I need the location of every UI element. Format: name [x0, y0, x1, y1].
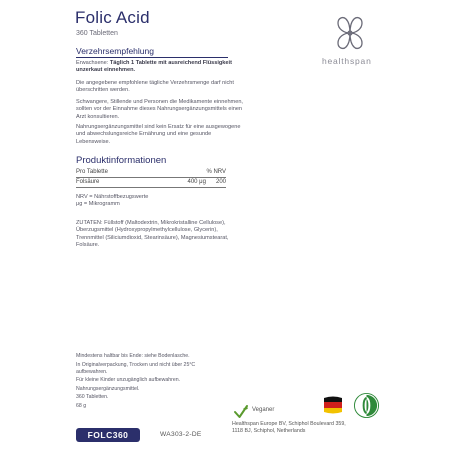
reference-code: WA303-2-DE: [160, 431, 202, 438]
table-header-per-tablet: Pro Tablette: [76, 169, 108, 175]
child-warning: Für kleine Kinder unzugänglich aufbewahren.: [76, 377, 181, 383]
product-info-heading: Produktinformationen: [76, 155, 167, 166]
net-weight: 68 g: [76, 402, 87, 409]
nutrition-table: [76, 168, 226, 209]
vegan-check-icon: [232, 403, 250, 421]
green-dot-recycling-icon: [353, 392, 380, 419]
product-code-badge: FOLC360: [76, 428, 140, 442]
address-line-2: 1118 BJ, Schiphol, Netherlands: [232, 428, 306, 435]
table-header-row: [76, 168, 226, 177]
ingredients-text: ZUTATEN: Füllstoff (Maltodextrin, Mikrokristalline Cellulose), Überzugsmittel (Hydroxypropylmethylcellulose, Glycerin), Trennmittel (Siliciumdioxid, Stearinsäure), Magnesiumstearat, Folsäure.: [76, 220, 229, 249]
best-before-text: Mindestens haltbar bis Ende: siehe Bodenlasche.: [76, 353, 190, 359]
dosage-divider: [76, 57, 228, 58]
dosage-heading: Verzehrsempfehlung: [76, 46, 154, 56]
company-address: [232, 421, 392, 435]
microgram-note: μg = Mikrogramm: [76, 201, 120, 208]
dosage-paragraph-warning: Schwangere, Stillende und Personen die Medikamente einnehmen, sollten vor der Einnahme dieses Nahrungsergänzungsmittels einen Arzt konsultieren.: [76, 99, 243, 120]
table-cell-nutrient: Folsäure: [76, 179, 100, 185]
vegan-label: Veganer: [252, 407, 275, 413]
table-header-nrv: % NRV: [206, 169, 226, 175]
dosage-paragraph-note: Nahrungsergänzungsmittel sind kein Ersatz für eine ausgewogene und abwechslungsreiche Ernährung und eine gesunde Lebensweise.: [76, 124, 241, 145]
dosage-intro-instruction: Täglich 1 Tablette mit ausreichend Flüssigkeit unzerkaut einnehmen.: [76, 60, 232, 74]
product-category: Nahrungsergänzungsmittel.: [76, 385, 140, 392]
dosage-intro-prefix: Erwachsene:: [76, 60, 110, 66]
table-cell-amount: 400 μg: [187, 179, 206, 185]
dosage-intro: [76, 60, 246, 75]
dosage-paragraph-limit: Die angegebene empfohlene tägliche Verzehrsmenge darf nicht überschritten werden.: [76, 80, 234, 94]
brand-name: healthspan: [322, 56, 372, 66]
product-subtitle: 360 Tabletten: [76, 30, 118, 37]
storage-instructions: In Originalverpackung, Trocken und nicht über 25°C aufbewahren.: [76, 361, 196, 375]
table-cell-nrv: 200: [215, 179, 226, 185]
germany-flag-icon: [322, 394, 344, 416]
healthspan-logo-icon: [330, 12, 370, 54]
address-line-1: Healthspan Europe BV, Schiphol Boulevard 359,: [232, 421, 346, 427]
nrv-note: NRV = Nährstoffbezugswerte: [76, 194, 149, 200]
product-title: Folic Acid: [75, 8, 150, 27]
table-row: [76, 178, 226, 187]
tablet-count: 360 Tabletten.: [76, 394, 109, 400]
storage-info: [76, 353, 226, 411]
